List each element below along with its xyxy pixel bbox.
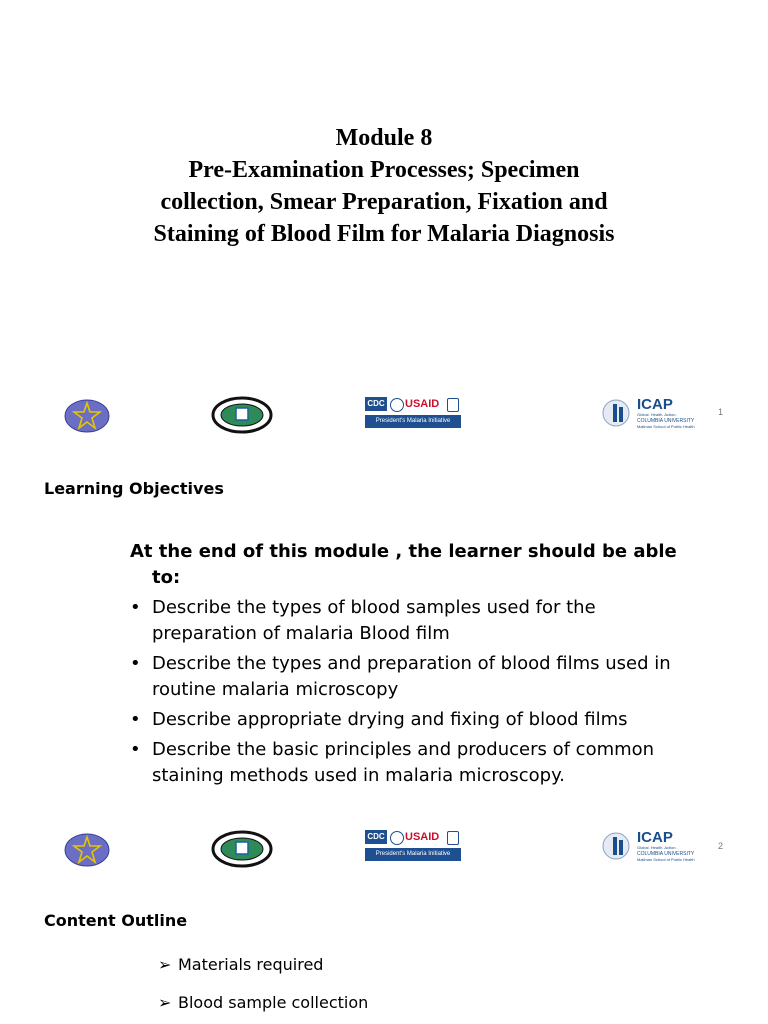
objectives-lead: At the end of this module , the learner should be able to:	[130, 541, 677, 588]
title-line: Staining of Blood Film for Malaria Diagnosis	[153, 221, 615, 247]
list-item: ➢ Materials required	[158, 955, 324, 974]
bullet-icon: •	[130, 709, 141, 730]
icap-columbia-logo: ICAP Global. Health. Action. COLUMBIA UNIVERSITY Mailman School of Public Health	[601, 831, 705, 863]
arrow-bullet-icon: ➢	[158, 955, 172, 974]
ethiopia-emblem-logo	[64, 832, 110, 873]
title-line: collection, Smear Preparation, Fixation and	[160, 189, 608, 215]
title-line: Pre-Examination Processes; Specimen	[188, 157, 580, 183]
content-outline-list	[158, 955, 558, 1015]
objectives-block	[130, 539, 690, 793]
list-item: • Describe the types of blood samples used for the preparation of malaria Blood film	[130, 597, 596, 644]
icap-wordmark: ICAP	[637, 396, 673, 413]
pmi-banner: President's Malaria Initiative	[365, 415, 461, 428]
slide3-heading: Content Outline	[44, 911, 188, 930]
slide-number: 2	[718, 841, 724, 851]
arrow-bullet-icon: ➢	[158, 993, 172, 1012]
list-item: • Describe appropriate drying and fixing of blood films	[130, 707, 690, 733]
usaid-mark: USAID	[405, 831, 440, 843]
cdc-usaid-pmi-logo	[365, 397, 461, 429]
icap-columbia-logo: ICAP Global. Health. Action. COLUMBIA UNIVERSITY Mailman School of Public Health	[601, 398, 705, 430]
slide1-title	[60, 122, 708, 250]
cdc-mark: CDC	[365, 397, 387, 411]
ministry-seal-logo	[211, 396, 273, 439]
ethiopia-emblem-logo	[64, 398, 110, 439]
slide2-heading: Learning Objectives	[44, 479, 224, 498]
title-line: Module 8	[335, 125, 433, 151]
bullet-icon: •	[130, 739, 141, 760]
slide-number: 1	[718, 407, 724, 417]
ministry-seal-logo	[211, 830, 273, 873]
pmi-banner: President's Malaria Initiative	[365, 848, 461, 861]
list-item: ➢ Blood sample collection	[158, 993, 369, 1012]
usaid-mark: USAID	[405, 398, 440, 410]
cdc-mark: CDC	[365, 830, 387, 844]
icap-wordmark: ICAP	[637, 829, 673, 846]
objectives-list	[130, 595, 690, 789]
cdc-usaid-pmi-logo	[365, 830, 461, 862]
bullet-icon: •	[130, 653, 141, 674]
list-item: • Describe the basic principles and producers of common staining methods used in malaria microscopy.	[130, 739, 655, 786]
list-item: • Describe the types and preparation of blood films used in routine malaria microscopy	[130, 653, 671, 700]
bullet-icon: •	[130, 597, 141, 618]
